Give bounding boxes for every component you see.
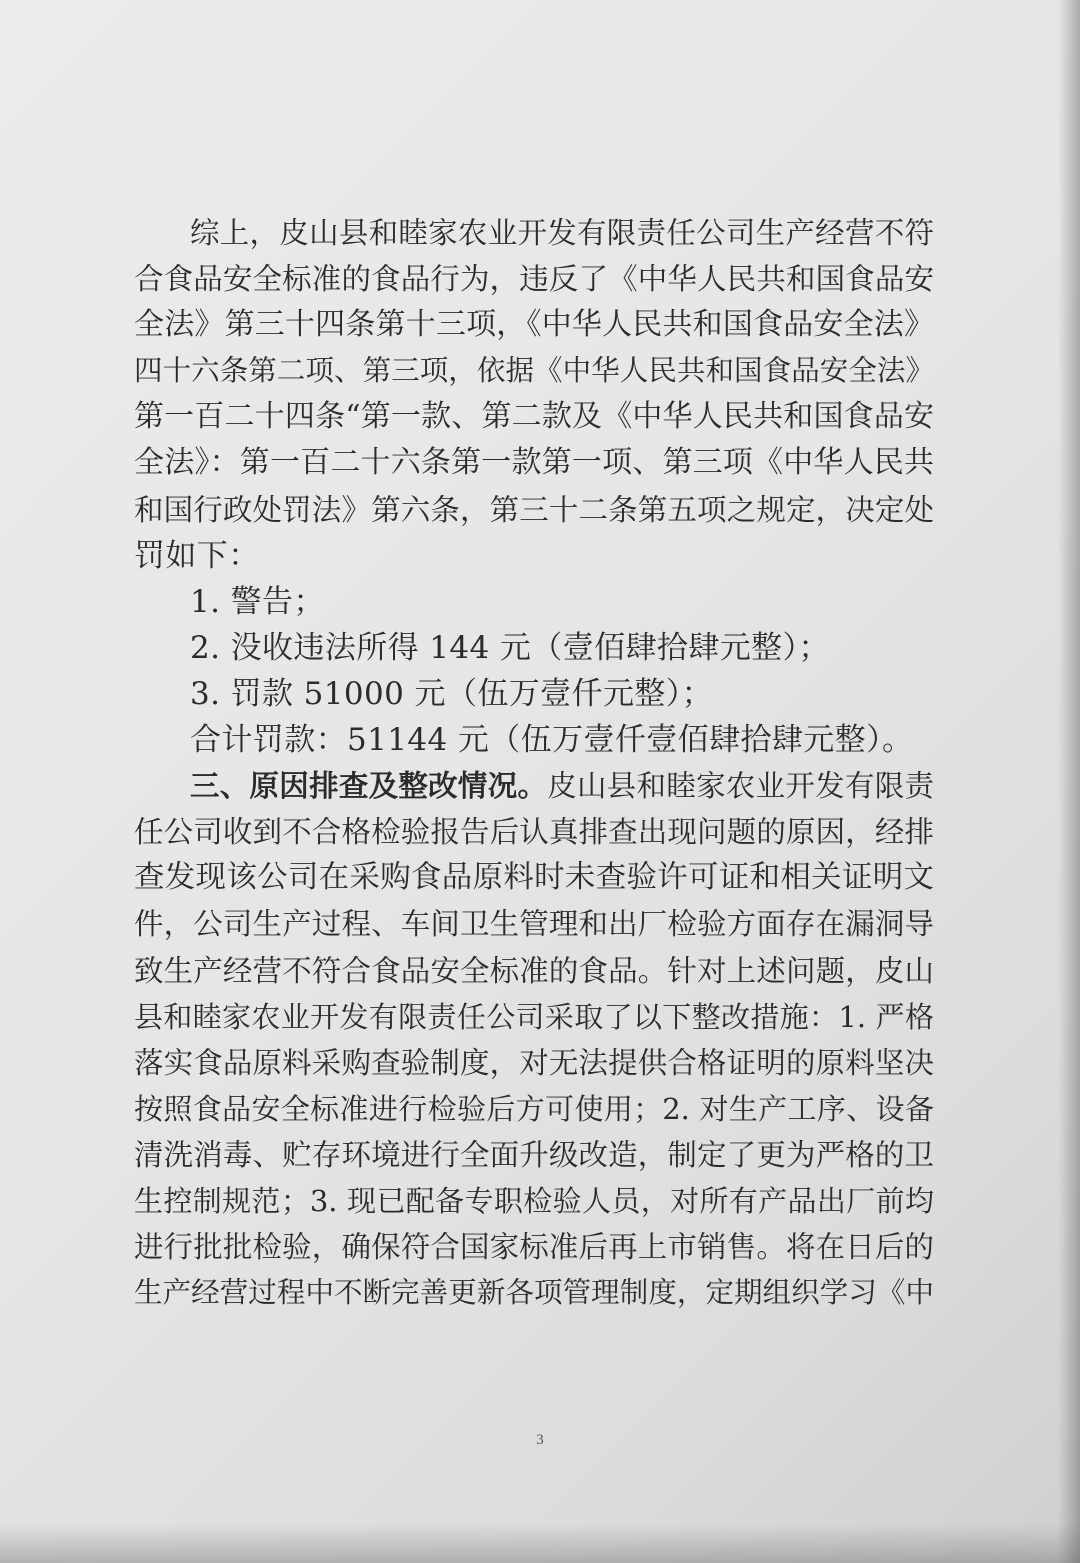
- paragraph-line: 生产经营过程中不断完善更新各项管理制度，定期组织学习《中: [134, 1276, 934, 1310]
- paragraph-line: 按照食品安全标准进行检验后方可使用；2. 对生产工序、设备: [134, 1091, 934, 1126]
- paragraph-line: 致生产经营不符合食品安全标准的食品。针对上述问题，皮山: [134, 953, 934, 988]
- paragraph-line: 综上，皮山县和睦家农业开发有限责任公司生产经营不符: [190, 216, 934, 250]
- page-number: 3: [536, 1432, 544, 1448]
- paragraph-line: 进行批批检验，确保符合国家标准后再上市销售。将在日后的: [134, 1230, 934, 1265]
- penalty-item: 1. 警告；: [190, 583, 325, 620]
- penalty-total: 合计罚款：51144 元（伍万壹仟壹佰肆拾肆元整）。: [190, 722, 914, 759]
- paragraph-line: 任公司收到不合格检验报告后认真排查出现问题的原因，经排: [134, 815, 934, 850]
- section-heading-line: [134, 763, 934, 809]
- paragraph-line: 查发现该公司在采购食品原料时未查验许可证和相关证明文: [134, 860, 934, 896]
- paragraph-line: 全法》：第一百二十六条第一款第一项、第三项《中华人民共: [134, 445, 934, 481]
- paragraph-line: 县和睦家农业开发有限责任公司采取了以下整改措施：1. 严格: [134, 999, 934, 1034]
- paragraph-line: 合食品安全标准的食品行为，违反了《中华人民共和国食品安: [134, 262, 934, 297]
- page-edge-shadow-right: [1058, 0, 1080, 1563]
- paragraph-line: 件，公司生产过程、车间卫生管理和出厂检验方面存在漏洞导: [134, 907, 934, 942]
- paragraph-line: 全法》第三十四条第十三项，《中华人民共和国食品安全法》: [134, 307, 934, 343]
- document-body: [134, 210, 934, 1316]
- page-edge-shadow-bottom: [0, 1523, 1080, 1563]
- section-heading: 三、原因排查及整改情况。: [190, 768, 548, 804]
- penalty-item: 3. 罚款 51000 元（伍万壹仟元整）；: [190, 675, 714, 712]
- paragraph-line: 落实食品原料采购查验制度，对无法提供合格证明的原料坚决: [134, 1045, 934, 1080]
- paragraph-line: 和国行政处罚法》第六条，第三十二条第五项之规定，决定处: [134, 492, 934, 527]
- paragraph-line: 清洗消毒、贮存环境进行全面升级改造，制定了更为严格的卫: [134, 1137, 934, 1172]
- paragraph-line: 罚如下：: [134, 537, 260, 574]
- paragraph-line: 第一百二十四条“第一款、第二款及《中华人民共和国食品安: [134, 399, 934, 435]
- paragraph-line: 四十六条第二项、第三项，依据《中华人民共和国食品安全法》: [134, 354, 934, 388]
- section-text: 皮山县和睦家农业开发有限责: [547, 769, 934, 804]
- penalty-item: 2. 没收违法所得 144 元（壹佰肆拾肆元整）；: [190, 629, 830, 666]
- paragraph-line: 生控制规范；3. 现已配备专职检验人员，对所有产品出厂前均: [134, 1183, 934, 1218]
